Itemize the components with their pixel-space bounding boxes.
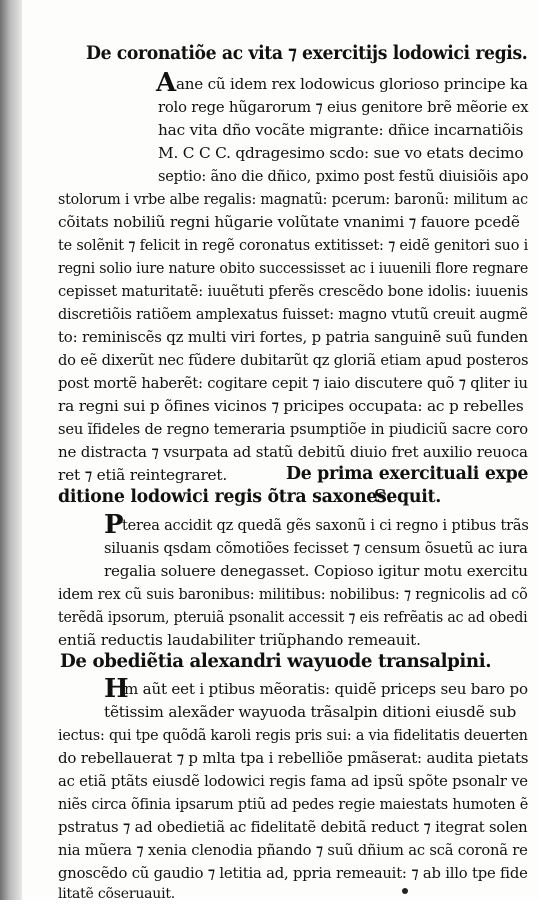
- text-line: ane cũ idem rex lodowicus glorioso principe ka: [176, 75, 528, 93]
- heading-first-expedition-cont: ditione lodowici regis õtra saxones.: [58, 487, 393, 507]
- text-line: cõitats nobiliũ regni hũgarie volũtate vnanimi ⁊ fauore pcedẽ: [58, 213, 520, 231]
- text-line: m aũt eet i ptibus mẽoratis: quidẽ priceps seu baro po: [124, 680, 528, 698]
- text-line: do eẽ dixerũt nec fũdere dubitarũt qz gloriã etiam apud posteros: [58, 351, 529, 369]
- text-line: ret ⁊ etiã reintegraret.: [58, 466, 228, 484]
- text-line: tẽtissim alexãder wayuoda trãsalpin ditioni eiusdẽ sub: [104, 703, 517, 721]
- text-line: niẽs circa õfinia ipsarum ptiũ ad pedes regie maiestats humoten ẽ: [58, 795, 529, 813]
- text-line: idem rex cũ suis baronibus: militibus: nobilibus: ⁊ regnicolis ad cõ: [58, 585, 528, 603]
- text-line: nia mũera ⁊ xenia clenodia pñando ⁊ suũ dñium ac scã coronã re: [58, 841, 528, 859]
- initial-letter: P: [104, 510, 124, 540]
- text-line: ac etiã ptãts eiusdẽ lodowici regis fama ad ipsũ spõte psonalr ve: [58, 772, 528, 790]
- ink-spot-mark: [402, 888, 408, 894]
- heading-first-expedition: De prima exercituali expe: [286, 464, 529, 484]
- text-line: pstratus ⁊ ad obedietiã ac fidelitatẽ debitã reduct ⁊ itegrat solen: [58, 818, 528, 836]
- text-line: M. C C C. qdragesimo scdo: sue vo etats decimo: [158, 144, 524, 162]
- text-line: stolorum i vrbe albe regalis: magnatũ: pcerum: baronũ: militum ac: [58, 190, 528, 208]
- text-line: discretiõis ratiõem amplexatus fuisset: magno vtutũ creuit augmẽ: [58, 305, 528, 323]
- text-line: entiã reductis laudabiliter triũphando remeauit.: [58, 631, 421, 649]
- text-line: regni solio iure nature obito successisset ac i iuuenili flore regnare: [58, 259, 529, 277]
- page-gutter-shadow: [0, 0, 22, 900]
- text-line: rolo rege hũgarorum ⁊ eius genitore brẽ mẽorie ex: [158, 98, 529, 116]
- heading-coronation: De coronatiõe ac vita ⁊ exercitijs lodowici regis.: [86, 43, 528, 64]
- text-line: septio: ãno die dñico, pximo post festũ diuisiõis apo: [158, 167, 529, 185]
- text-line: te solẽnit ⁊ felicit in regẽ coronatus extitisset: ⁊ eidẽ genitori suo i: [58, 236, 529, 254]
- heading-alexander: De obediẽtia alexandri wayuode transalpini.: [60, 651, 492, 672]
- text-line: regalia soluere denegasset. Copioso igitur motu exercitu: [104, 562, 528, 580]
- text-line: post mortẽ haberẽt: cogitare cepit ⁊ iaio discutere quõ ⁊ qliter iu: [58, 374, 528, 392]
- text-line: ne distracta ⁊ vsurpata ad statũ debitũ diuio fret auxilio reuoca: [58, 443, 528, 461]
- text-line: terẽdã ipsorum, pteruiã psonalit accessit ⁊ eis refrẽatis ac ad obedi: [58, 608, 528, 626]
- sequitur-label: Sequit.: [374, 487, 442, 507]
- text-line: do rebellauerat ⁊ p mlta tpa i rebelliõe pmãserat: audita pietats: [58, 749, 529, 767]
- initial-letter: A: [156, 68, 177, 98]
- text-line: to: reminiscẽs qz multi viri fortes, p patria sanguinẽ suũ funden: [58, 328, 528, 346]
- text-line: gnoscẽdo cũ gaudio ⁊ letitia ad, ppria remeauit: ⁊ ab illo tpe fide: [58, 864, 528, 882]
- text-line: cepisset maturitatẽ: iuuẽtuti pferẽs crescẽdo bone idolis: iuuenis: [58, 282, 529, 300]
- text-line: seu ĩfideles de regno temeraria psumptiõe in piudiciũ sacre coro: [58, 420, 528, 438]
- text-line: hac vita dño vocãte migrante: dñice incarnatiõis: [158, 121, 524, 139]
- text-line: iectus: qui tpe quõdã karoli regis pris sui: a via fidelitatis deuerten: [58, 726, 528, 744]
- text-line: siluanis qsdam cõmotiões fecisset ⁊ censum õsuetũ ac iura: [104, 539, 528, 557]
- text-line: terea accidit qz quedã gẽs saxonũ i ci regno i ptibus trãs: [122, 516, 529, 534]
- initial-letter: H: [104, 674, 129, 704]
- text-line: ra regni sui p õfines vicinos ⁊ pricipes occupata: ac p rebelles: [58, 397, 524, 415]
- text-line: litatẽ cõseruauit.: [58, 886, 176, 902]
